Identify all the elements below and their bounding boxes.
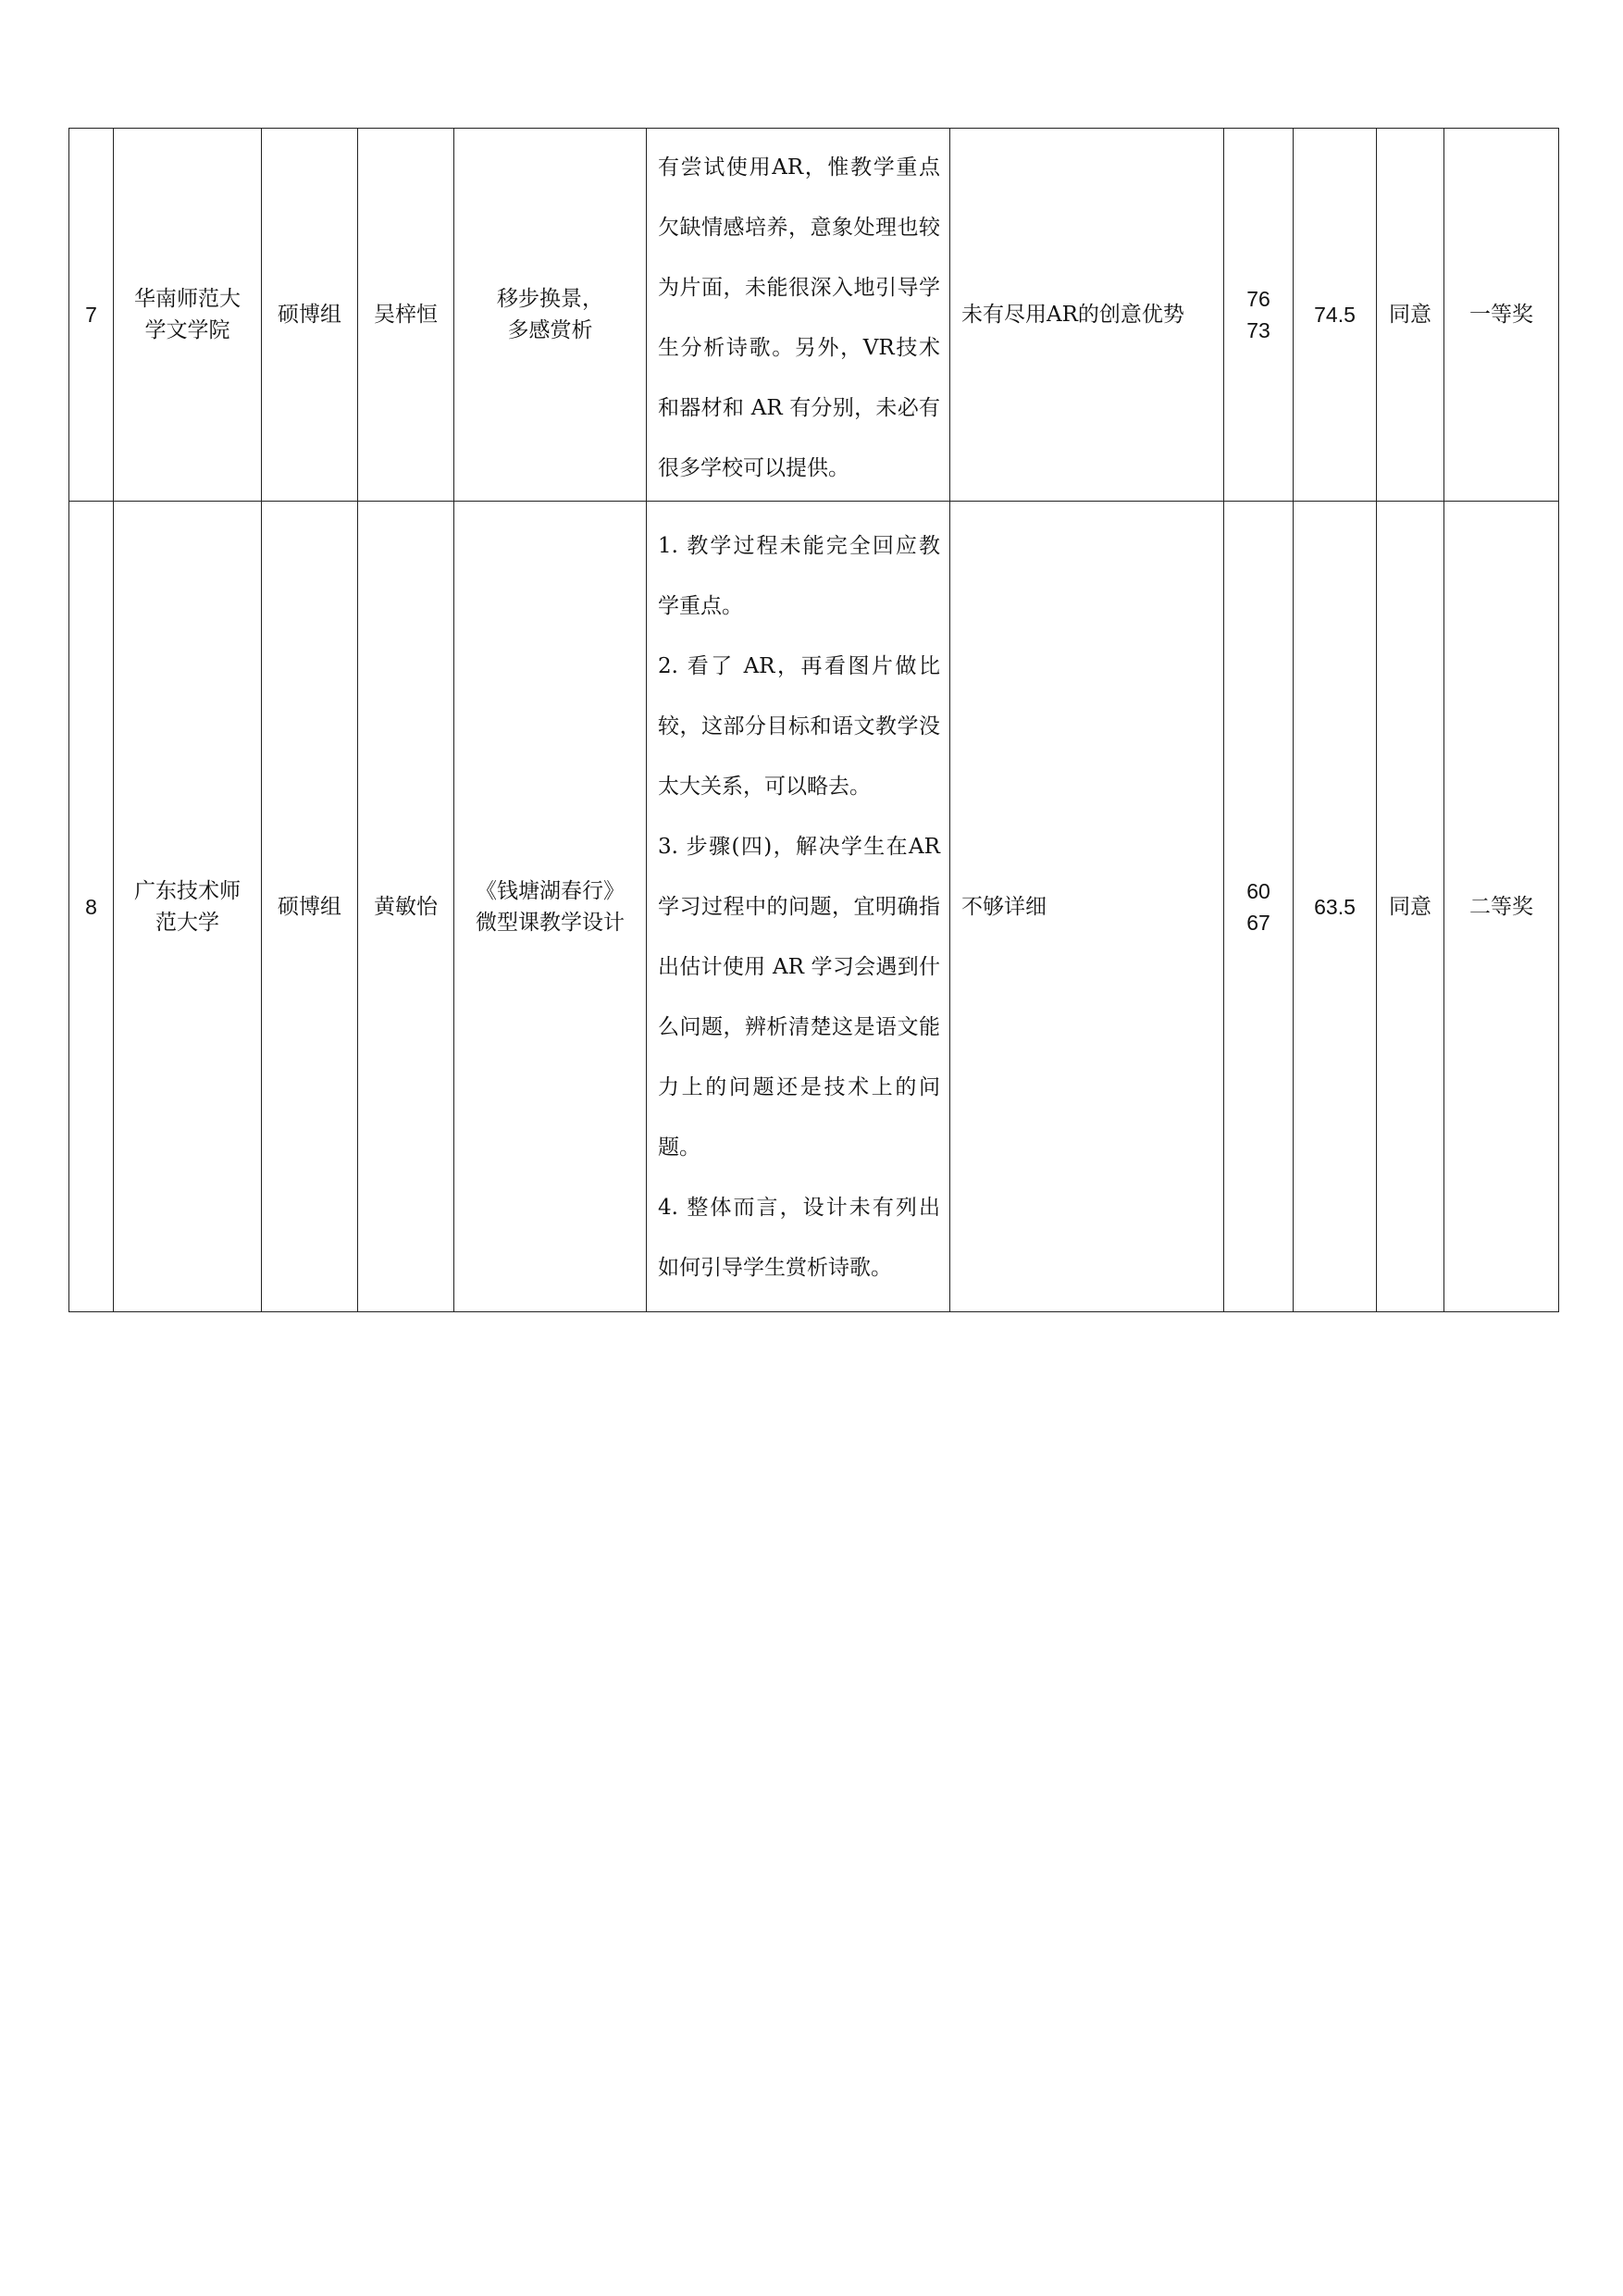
award-cell: 二等奖 [1444, 502, 1559, 1312]
name-cell: 吴梓恒 [358, 129, 454, 502]
group-cell: 硕博组 [262, 502, 358, 1312]
school-cell: 广东技术师 范大学 [114, 502, 262, 1312]
results-table [68, 128, 1559, 1312]
average-cell: 74.5 [1294, 129, 1377, 502]
row-number: 8 [69, 502, 114, 1312]
group-cell: 硕博组 [262, 129, 358, 502]
average-cell: 63.5 [1294, 502, 1377, 1312]
remark-cell: 未有尽用AR的创意优势 [950, 129, 1224, 502]
title-cell: 《钱塘湖春行》 微型课教学设计 [454, 502, 647, 1312]
award-cell: 一等奖 [1444, 129, 1559, 502]
agree-cell: 同意 [1377, 129, 1444, 502]
school-cell: 华南师范大 学文学院 [114, 129, 262, 502]
scores-cell: 60 67 [1224, 502, 1294, 1312]
title-cell: 移步换景， 多感赏析 [454, 129, 647, 502]
agree-cell: 同意 [1377, 502, 1444, 1312]
remark-cell: 不够详细 [950, 502, 1224, 1312]
comment-cell: 1. 教学过程未能完全回应教学重点。 2. 看了 AR，再看图片做比较，这部分目标和语文教学没太大关系，可以略去。 3. 步骤(四)，解决学生在AR学习过程中的问题，宜明确指出估计使用 AR 学习会遇到什么问题，辨析清楚这是语文能力上的问题还是技术上的问题。 4. 整体而言，设计未有列出如何引导学生赏析诗歌。 [647, 502, 950, 1312]
table-row [69, 129, 1559, 502]
scores-cell: 76 73 [1224, 129, 1294, 502]
table-row [69, 502, 1559, 1312]
comment-cell: 有尝试使用AR，惟教学重点欠缺情感培养，意象处理也较为片面，未能很深入地引导学生分析诗歌。另外，VR技术和器材和 AR 有分别，未必有很多学校可以提供。 [647, 129, 950, 502]
row-number: 7 [69, 129, 114, 502]
name-cell: 黄敏怡 [358, 502, 454, 1312]
